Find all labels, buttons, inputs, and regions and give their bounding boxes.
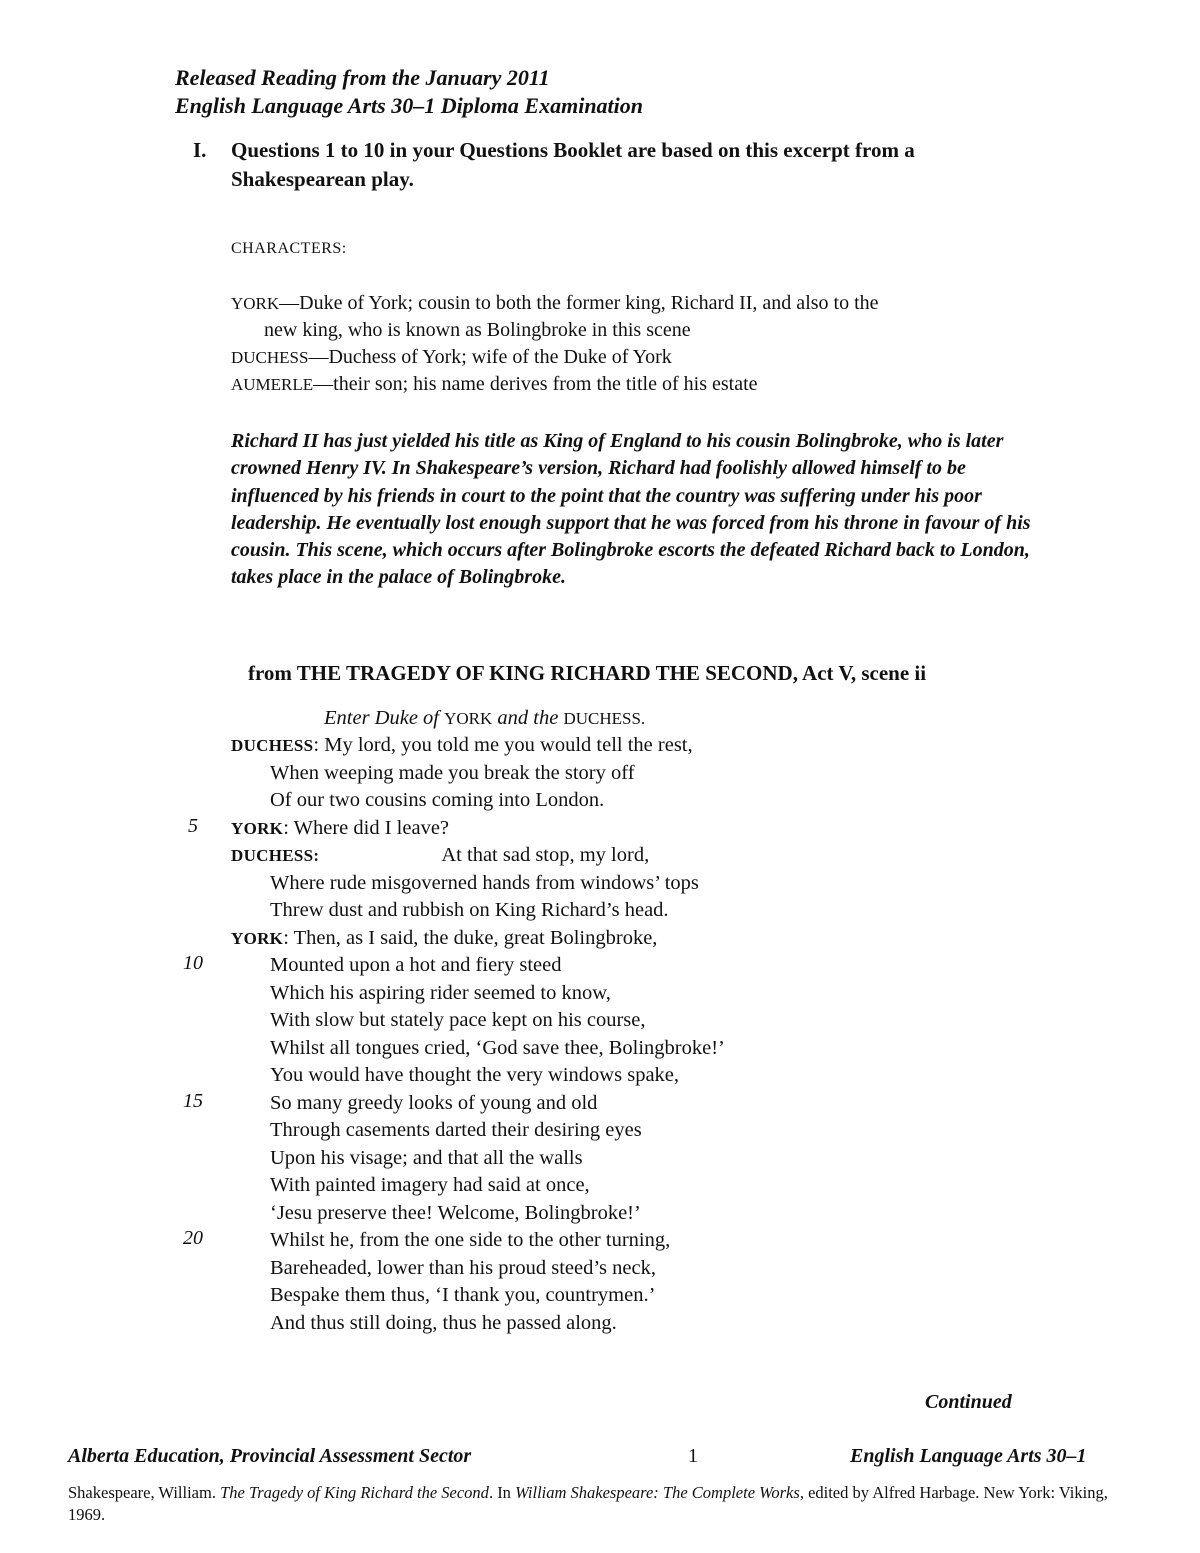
line-number: 15 <box>183 1090 203 1112</box>
play-line <box>231 1062 679 1090</box>
line-text: Which his aspiring rider seemed to know, <box>270 982 611 1004</box>
character-description-cont: new king, who is known as Bolingbroke in this scene <box>264 319 691 341</box>
character-name: DUCHESS <box>231 348 309 367</box>
characters-label: CHARACTERS: <box>231 240 347 257</box>
line-text: So many greedy looks of young and old <box>270 1092 598 1114</box>
play-line <box>231 870 699 898</box>
line-text: : Then, as I said, the duke, great Bolingbroke, <box>283 927 658 949</box>
play-line <box>231 1282 655 1310</box>
play-line <box>231 1145 583 1173</box>
line-text: Whilst he, from the one side to the other turning, <box>270 1229 671 1251</box>
line-text: Mounted upon a hot and fiery steed <box>270 954 562 976</box>
speaker: DUCHESS <box>231 736 314 755</box>
citation-author: Shakespeare, William. <box>68 1483 221 1502</box>
speaker: DUCHESS: <box>231 846 320 865</box>
play-line <box>231 1090 597 1118</box>
footer-course: English Language Arts 30–1 <box>850 1445 1087 1467</box>
play-line <box>231 1172 590 1200</box>
character-description: —their son; his name derives from the title of his estate <box>313 373 758 395</box>
stage-enter: Enter Duke of <box>324 707 445 729</box>
play-line <box>231 760 635 788</box>
citation-rest: , edited by Alfred Harbage. New York: Viking, 1969. <box>68 1483 1108 1524</box>
stage-direction <box>324 705 645 733</box>
play-line <box>231 980 611 1008</box>
citation-play: The Tragedy of King Richard the Second <box>220 1483 489 1502</box>
character-description: —Duke of York; cousin to both the former king, Richard II, and also to the <box>279 292 879 314</box>
citation-book: William Shakespeare: The Complete Works <box>515 1483 800 1502</box>
play-line <box>231 1007 646 1035</box>
page-number: 1 <box>688 1445 698 1467</box>
question-instructions: Questions 1 to 10 in your Questions Booklet are based on this excerpt from a Shakespearean play. <box>231 138 915 191</box>
play-line <box>231 1227 670 1255</box>
line-number: 10 <box>183 952 203 974</box>
line-text: : Where did I leave? <box>283 817 450 839</box>
stage-duchess: DUCHESS. <box>563 709 646 728</box>
play-line <box>231 925 657 953</box>
speaker: YORK <box>231 819 284 838</box>
character-aumerle <box>231 371 1031 398</box>
play-line <box>231 1255 656 1283</box>
line-text: Through casements darted their desiring eyes <box>270 1119 642 1141</box>
play-line <box>231 897 669 925</box>
footer-publisher: Alberta Education, Provincial Assessment Sector <box>68 1445 472 1467</box>
play-line <box>231 1310 617 1338</box>
line-text: Where rude misgoverned hands from windows’ tops <box>270 872 699 894</box>
line-text: Threw dust and rubbish on King Richard’s head. <box>270 899 669 921</box>
source-title: from THE TRAGEDY OF KING RICHARD THE SECOND, Act V, scene ii <box>248 661 927 685</box>
play-line <box>231 815 449 843</box>
character-name: YORK <box>231 294 280 313</box>
continued-label: Continued <box>925 1391 1012 1413</box>
line-text: With painted imagery had said at once, <box>270 1174 590 1196</box>
citation <box>68 1482 1128 1526</box>
play-line <box>231 1117 642 1145</box>
stage-and-the: and the <box>492 707 564 729</box>
line-number: 5 <box>188 815 198 837</box>
intro-paragraph: Richard II has just yielded his title as King of England to his cousin Bolingbroke, who is later crowned Henry IV. In Shakespeare’s version, Richard had foolishly allowed himself to be influenced by his friends in court to the point that the country was suffering under his poor leadership. He eventually lost enough support that he was forced from his throne in favour of his cousin. This scene, which occurs after Bolingbroke escorts the defeated Richard back to London, takes place in the palace of Bolingbroke. <box>231 430 1031 589</box>
play-line <box>231 952 561 980</box>
document-header <box>175 64 643 120</box>
header-line-1: Released Reading from the January 2011 <box>175 65 550 90</box>
line-text: You would have thought the very windows spake, <box>270 1064 680 1086</box>
question-number: I. <box>193 138 207 162</box>
line-text: And thus still doing, thus he passed along. <box>270 1312 617 1334</box>
character-duchess <box>231 344 1031 371</box>
line-text: Upon his visage; and that all the walls <box>270 1147 583 1169</box>
character-york <box>231 290 1031 344</box>
play-line <box>231 842 649 870</box>
play-line <box>231 787 604 815</box>
character-description: —Duchess of York; wife of the Duke of York <box>308 346 672 368</box>
line-text: Of our two cousins coming into London. <box>270 789 605 811</box>
line-text: When weeping made you break the story off <box>270 762 635 784</box>
line-text: At that sad stop, my lord, <box>441 844 650 866</box>
line-text: Whilst all tongues cried, ‘God save thee, Bolingbroke!’ <box>270 1037 725 1059</box>
speaker: YORK <box>231 929 284 948</box>
line-text: : My lord, you told me you would tell the rest, <box>313 734 693 756</box>
line-text: Bareheaded, lower than his proud steed’s neck, <box>270 1257 656 1279</box>
line-number: 20 <box>183 1227 203 1249</box>
play-line <box>231 732 693 760</box>
character-name: AUMERLE <box>231 375 314 394</box>
stage-york: YORK <box>444 709 493 728</box>
line-text: Bespake them thus, ‘I thank you, countrymen.’ <box>270 1284 656 1306</box>
header-line-2: English Language Arts 30–1 Diploma Examination <box>175 93 644 118</box>
line-text: ‘Jesu preserve thee! Welcome, Bolingbroke!’ <box>270 1202 641 1224</box>
play-line <box>231 1200 641 1228</box>
play-line <box>231 1035 725 1063</box>
line-text: With slow but stately pace kept on his course, <box>270 1009 646 1031</box>
citation-in: . In <box>488 1483 516 1502</box>
